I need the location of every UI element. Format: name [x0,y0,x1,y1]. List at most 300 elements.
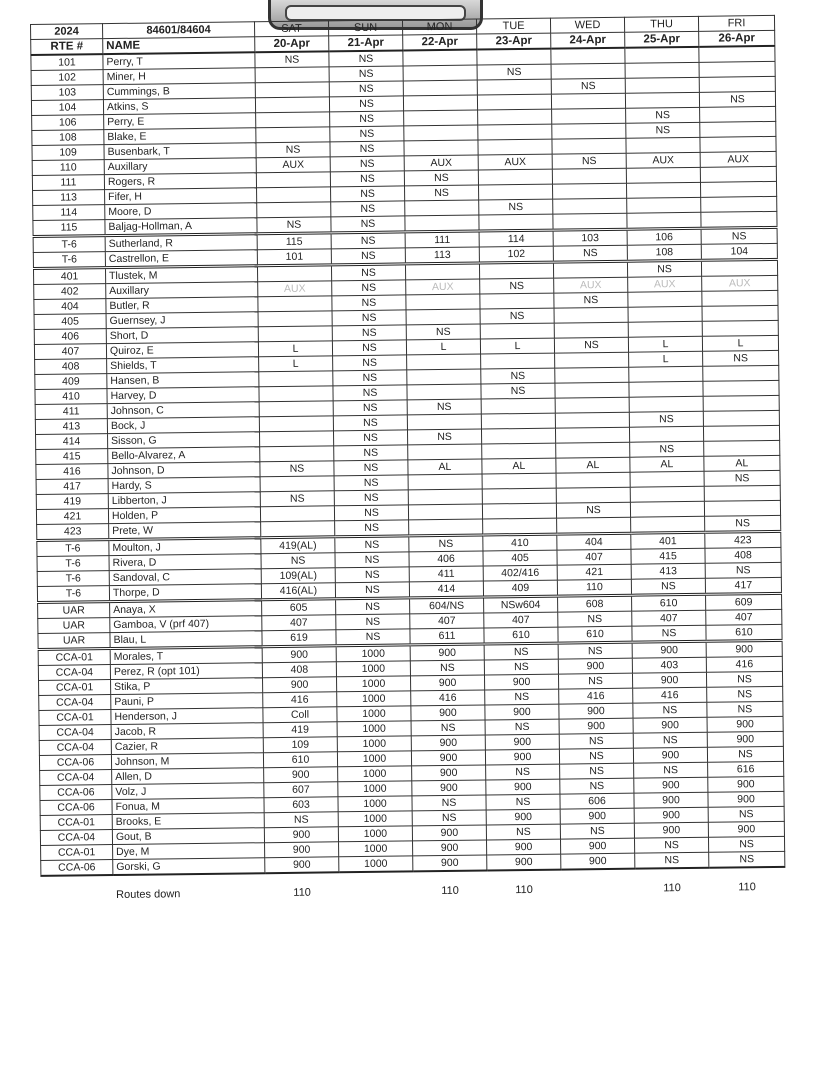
day-assignment-cell [629,366,703,382]
day-assignment-cell: 606 [560,793,634,809]
day-assignment-cell: AUX [628,276,702,292]
day-assignment-cell: AUX [700,151,776,167]
day-assignment-cell [626,182,700,198]
day-assignment-cell: NS [486,764,560,780]
day-assignment-cell: 421 [557,564,631,580]
day-assignment-cell: NS [480,278,554,294]
day-assignment-cell: NS [335,582,409,599]
route-number-cell: T-6 [37,540,109,557]
carrier-name-cell: Fifer, H [105,188,257,205]
day-assignment-cell [704,500,780,516]
day-assignment-cell: NS [633,732,707,748]
day-assignment-cell [481,413,555,429]
route-number-cell: CCA-06 [41,860,113,876]
day-assignment-cell [553,213,627,230]
day-assignment-cell: 407 [262,615,336,631]
day-assignment-cell: 1000 [338,796,412,812]
carrier-name-cell: Sisson, G [108,432,260,449]
day-assignment-cell: 900 [412,765,486,781]
day-assignment-cell: NS [481,383,555,399]
carrier-name-cell: Allen, D [112,768,264,785]
day-assignment-cell [552,183,626,199]
day-assignment-cell: L [629,351,703,367]
day-assignment-cell: NS [331,216,405,233]
day-assignment-cell [259,401,333,417]
day-assignment-cell: NS [626,122,700,138]
carrier-name-cell: Short, D [106,327,258,344]
day-assignment-cell: NS [405,185,479,201]
day-assignment-cell [407,384,481,400]
day-assignment-cell: NS [552,153,626,169]
day-assignment-cell [481,353,555,369]
day-assignment-cell: 900 [411,735,485,751]
day-assignment-cell [625,77,699,93]
day-assignment-cell: 900 [412,825,486,841]
route-number-cell: 106 [32,115,104,131]
route-number-cell: UAR [38,618,110,634]
day-assignment-cell [403,65,477,81]
day-assignment-cell: 900 [485,749,559,765]
day-assignment-cell: AL [482,458,556,474]
carrier-name-cell: Perry, T [103,52,255,69]
carrier-name-cell: Sandoval, C [109,569,261,586]
carrier-name-cell: Harvey, D [107,387,259,404]
schedule-sheet [30,15,785,905]
day-assignment-cell: NS [329,50,403,66]
day-assignment-cell: NS [479,199,553,215]
day-assignment-cell: 416 [263,692,337,708]
day-assignment-cell [555,352,629,368]
route-number-cell: 417 [36,479,108,495]
day-assignment-cell: 402/416 [483,565,557,581]
routes-down-value: 110 [515,883,533,897]
day-assignment-cell: NS [704,470,780,486]
day-assignment-cell: 415 [631,548,705,564]
day-assignment-cell [704,485,780,501]
carrier-name-cell: Thorpe, D [109,584,261,602]
route-number-cell: CCA-06 [40,800,112,816]
day-assignment-cell: Coll [263,707,337,723]
day-assignment-cell: 900 [633,747,707,763]
day-assignment-cell: AL [556,457,630,473]
day-assignment-cell: NS [329,81,403,97]
day-assignment-cell: 419 [263,722,337,738]
day-assignment-cell: NS [627,260,701,277]
day-assignment-cell: 900 [633,717,707,733]
carrier-name-cell: Rogers, R [104,173,256,190]
day-assignment-cell [627,197,701,213]
route-number-cell: CCA-01 [41,845,113,861]
carrier-name-cell: Brooks, E [112,813,264,830]
day-assignment-cell [408,474,482,490]
day-assignment-cell [258,296,332,312]
day-assignment-cell [259,371,333,387]
day-assignment-cell: 1000 [339,841,413,857]
day-assignment-cell [628,306,702,322]
day-assignment-cell: NS [559,748,633,764]
carrier-name-cell: Jacob, R [111,723,263,740]
day-assignment-cell: 103 [553,229,627,246]
day-assignment-cell: NS [553,245,627,262]
route-number-cell: T-6 [37,571,109,587]
day-assignment-cell: 104 [701,243,777,260]
date-header: 25-Apr [625,31,699,47]
day-assignment-cell [258,326,332,342]
day-assignment-cell: 900 [486,779,560,795]
day-assignment-cell: NS [331,232,405,249]
route-number-cell: 111 [32,175,104,191]
day-assignment-cell: 1000 [337,706,411,722]
day-assignment-cell: 108 [627,244,701,261]
carrier-name-cell: Busenbark, T [104,143,256,160]
carrier-name-cell: Moore, D [105,203,257,220]
day-assignment-cell [702,290,778,306]
day-assignment-cell [403,50,477,66]
day-assignment-cell: 900 [634,822,708,838]
day-assignment-cell [406,294,480,310]
day-assignment-cell: 409 [483,580,557,597]
year-cell: 2024 [31,24,103,40]
route-number-cell: CCA-01 [40,815,112,831]
day-assignment-cell [625,92,699,108]
day-assignment-cell [256,172,330,188]
route-number-cell: T-6 [37,556,109,572]
day-assignment-cell: 610 [706,624,782,641]
carrier-name-cell: Anaya, X [110,600,262,618]
day-assignment-cell: 609 [706,593,782,610]
name-column-header: NAME [103,37,255,54]
day-assignment-cell [479,184,553,200]
day-assignment-cell [628,291,702,307]
day-assignment-cell: NS [558,611,632,627]
day-assignment-cell: NS [477,64,551,80]
day-assignment-cell: NS [560,763,634,779]
carrier-name-cell: Volz, J [112,783,264,800]
day-assignment-cell [553,261,627,278]
route-number-cell: 406 [34,329,106,345]
day-assignment-cell: AUX [258,281,332,297]
day-assignment-cell [403,80,477,96]
route-number-cell: 419 [36,494,108,510]
route-number-cell: 404 [34,299,106,315]
day-assignment-cell: 900 [560,838,634,854]
day-assignment-cell: NS [335,520,409,537]
route-number-cell: T-6 [33,236,105,253]
day-assignment-cell: 900 [262,646,336,663]
day-assignment-cell [481,428,555,444]
day-assignment-cell [626,137,700,153]
day-assignment-cell: 604/NS [410,597,484,614]
day-assignment-cell [260,446,334,462]
day-assignment-cell: NS [335,567,409,583]
day-assignment-cell: 1000 [337,691,411,707]
route-number-cell: CCA-04 [39,725,111,741]
day-assignment-cell: NS [330,111,404,127]
day-assignment-cell: NS [485,689,559,705]
day-assignment-cell: 1000 [337,736,411,752]
day-assignment-cell: NS [332,310,406,326]
day-assignment-cell: AL [630,456,704,472]
day-assignment-cell [700,136,776,152]
day-assignment-cell: NS [486,794,560,810]
day-assignment-cell: 102 [479,246,553,263]
day-assignment-cell: 605 [262,599,336,616]
day-assignment-cell: NS [331,248,405,265]
day-assignment-cell: NS [333,370,407,386]
routes-down-value [561,880,635,899]
day-assignment-cell: 900 [264,767,338,783]
day-assignment-cell [478,169,552,185]
day-assignment-cell [552,168,626,184]
day-assignment-cell [702,305,778,321]
day-assignment-cell: 114 [479,230,553,247]
day-assignment-cell [261,521,335,538]
route-number-cell: T-6 [37,586,109,603]
day-assignment-cell [404,110,478,126]
day-assignment-cell: 900 [487,854,561,870]
carrier-name-cell: Perry, E [104,113,256,130]
day-assignment-cell: 900 [486,809,560,825]
day-assignment-cell: 900 [708,776,784,792]
day-assignment-cell [630,501,704,517]
day-assignment-cell [260,506,334,522]
day-assignment-cell: NS [335,536,409,553]
day-assignment-cell: L [480,338,554,354]
rte-column-header: RTE # [31,39,103,55]
route-number-cell: 114 [33,205,105,221]
date-header: 26-Apr [699,30,775,46]
day-assignment-cell: 416(AL) [261,583,335,600]
route-number-cell: 409 [35,374,107,390]
route-number-cell: 103 [31,85,103,101]
carrier-name-cell: Holden, P [108,507,260,524]
route-number-cell: 104 [31,100,103,116]
day-assignment-cell: NS [560,778,634,794]
day-assignment-cell [703,425,779,441]
day-assignment-cell [479,262,553,279]
day-assignment-cell: NS [410,660,484,676]
day-assignment-cell [408,444,482,460]
day-assignment-cell: NS [703,350,779,366]
day-assignment-cell [700,121,776,137]
day-assignment-cell: NS [705,562,781,578]
day-assignment-cell: 900 [708,821,784,837]
day-assignment-cell: 900 [485,704,559,720]
day-assignment-cell: 1000 [337,751,411,767]
day-assignment-cell: NS [334,490,408,506]
day-assignment-cell: NS [256,142,330,158]
day-assignment-cell [703,395,779,411]
day-assignment-cell: 900 [708,791,784,807]
route-number-cell: 405 [34,314,106,330]
day-assignment-cell: 408 [262,662,336,678]
carrier-name-cell: Rivera, D [109,554,261,571]
day-assignment-cell: NS [634,837,708,853]
day-assignment-cell: 900 [559,718,633,734]
day-assignment-cell: NS [554,292,628,308]
day-assignment-cell: NS [334,460,408,476]
routes-down-label: Routes down [116,888,181,902]
route-number-cell: 414 [36,434,108,450]
day-assignment-cell: NS [708,806,784,822]
day-assignment-cell [556,472,630,488]
route-number-cell: 109 [32,145,104,161]
day-assignment-cell: NS [551,78,625,94]
carrier-name-cell: Libberton, J [108,492,260,509]
day-assignment-cell [555,382,629,398]
day-assignment-cell: NS [407,429,481,445]
carrier-name-cell: Johnson, D [108,462,260,479]
day-assignment-cell: NS [412,810,486,826]
day-assignment-cell [631,516,705,533]
day-assignment-cell [480,293,554,309]
day-assignment-cell [477,79,551,95]
day-assignment-cell [551,63,625,79]
day-assignment-cell: NS [332,280,406,296]
carrier-name-cell: Pauni, P [111,693,263,710]
day-assignment-cell: NS [333,415,407,431]
day-assignment-cell: NS [334,505,408,521]
day-assignment-cell: AUX [626,152,700,168]
day-assignment-cell: 111 [405,231,479,248]
day-assignment-cell: NS [484,643,558,660]
day-assignment-cell: NS [336,598,410,615]
day-assignment-cell: 610 [263,752,337,768]
day-assignment-cell [551,93,625,109]
day-assignment-cell: NS [411,720,485,736]
carrier-name-cell: Fonua, M [112,798,264,815]
day-assignment-cell: NS [707,701,783,717]
route-number-cell: CCA-04 [40,830,112,846]
day-assignment-cell: 414 [409,581,483,598]
day-assignment-cell: NS [335,552,409,568]
carrier-name-cell: Perez, R (opt 101) [110,663,262,680]
day-assignment-cell: 406 [409,551,483,567]
day-assignment-cell [555,412,629,428]
day-assignment-cell: 900 [706,640,782,657]
day-assignment-cell [628,321,702,337]
routes-down-value: 110 [738,881,756,894]
day-assignment-cell [480,323,554,339]
routes-down-value: 110 [663,882,681,895]
day-header: FRI [698,15,774,31]
day-assignment-cell: NS [330,126,404,142]
day-assignment-cell: NS [632,625,706,642]
day-assignment-cell: 616 [708,761,784,777]
day-assignment-cell: NS [558,673,632,689]
day-assignment-cell: 109 [263,737,337,753]
day-assignment-cell: NS [333,430,407,446]
route-number-cell: CCA-04 [38,665,110,681]
carrier-name-cell: Bock, J [107,417,259,434]
date-header: 23-Apr [477,33,551,49]
carrier-name-cell: Auxillary [104,158,256,175]
day-assignment-cell: NS [629,411,703,427]
day-assignment-cell: 900 [264,827,338,843]
day-assignment-cell: NS [336,629,410,646]
route-number-cell: CCA-04 [39,695,111,711]
day-assignment-cell [405,200,479,216]
day-assignment-cell [481,398,555,414]
carrier-name-cell: Gamboa, V (prf 407) [110,616,262,633]
day-assignment-cell: NS [332,295,406,311]
day-assignment-cell [255,67,329,83]
carrier-name-cell: Sutherland, R [105,234,257,252]
day-assignment-cell: 404 [557,533,631,550]
day-assignment-cell: NS [556,502,630,518]
date-header: 22-Apr [403,34,477,50]
day-assignment-cell: NS [706,671,782,687]
day-assignment-cell [256,112,330,128]
day-assignment-cell [407,414,481,430]
day-assignment-cell: 416 [706,656,782,672]
day-assignment-cell: 106 [627,228,701,245]
day-assignment-cell [403,95,477,111]
day-assignment-cell: 900 [634,807,708,823]
day-assignment-cell [483,518,557,535]
day-assignment-cell [703,365,779,381]
day-assignment-cell: 900 [560,808,634,824]
day-assignment-cell: 900 [558,658,632,674]
day-assignment-cell: NS [331,201,405,217]
carrier-name-cell: Atkins, S [103,98,255,115]
day-assignment-cell: 900 [413,840,487,856]
day-assignment-cell [478,109,552,125]
day-assignment-cell: AUX [702,275,778,291]
day-assignment-cell: NS [409,535,483,552]
day-assignment-cell: 115 [257,233,331,250]
day-assignment-cell: NS [635,852,709,868]
day-assignment-cell: AUX [478,154,552,170]
day-assignment-cell: NS [626,107,700,123]
day-assignment-cell [478,139,552,155]
day-assignment-cell: 1000 [336,676,410,692]
day-assignment-cell: 416 [559,688,633,704]
day-assignment-cell: NS [264,812,338,828]
day-assignment-cell: 900 [634,777,708,793]
day-assignment-cell: NS [707,746,783,762]
day-assignment-cell: NS [630,441,704,457]
day-assignment-cell: NS [705,515,781,532]
day-header: WED [550,17,624,33]
day-assignment-cell [553,198,627,214]
day-assignment-cell [552,123,626,139]
day-assignment-cell: NS [707,686,783,702]
day-assignment-cell [629,396,703,412]
day-assignment-cell: NS [336,614,410,630]
day-assignment-cell: 1000 [338,811,412,827]
date-header: 24-Apr [551,32,625,48]
carrier-name-cell: Guernsey, J [106,312,258,329]
day-assignment-cell: 900 [410,644,484,661]
day-assignment-cell [555,427,629,443]
day-assignment-cell: 603 [264,797,338,813]
day-assignment-cell: 411 [409,566,483,582]
day-assignment-cell [259,416,333,432]
day-assignment-cell: 417 [705,577,781,594]
route-number-cell: 411 [35,404,107,420]
carrier-name-cell: Prete, W [109,522,261,540]
day-assignment-cell: AUX [404,155,478,171]
day-assignment-cell: 1000 [339,856,413,872]
day-assignment-cell: NS [486,824,560,840]
day-assignment-cell [408,489,482,505]
route-number-cell: 115 [33,220,105,237]
day-assignment-cell: 419(AL) [261,537,335,554]
carrier-name-cell: Cazier, R [111,738,263,755]
day-assignment-cell: NS [332,325,406,341]
carrier-name-cell: Gout, B [112,828,264,845]
